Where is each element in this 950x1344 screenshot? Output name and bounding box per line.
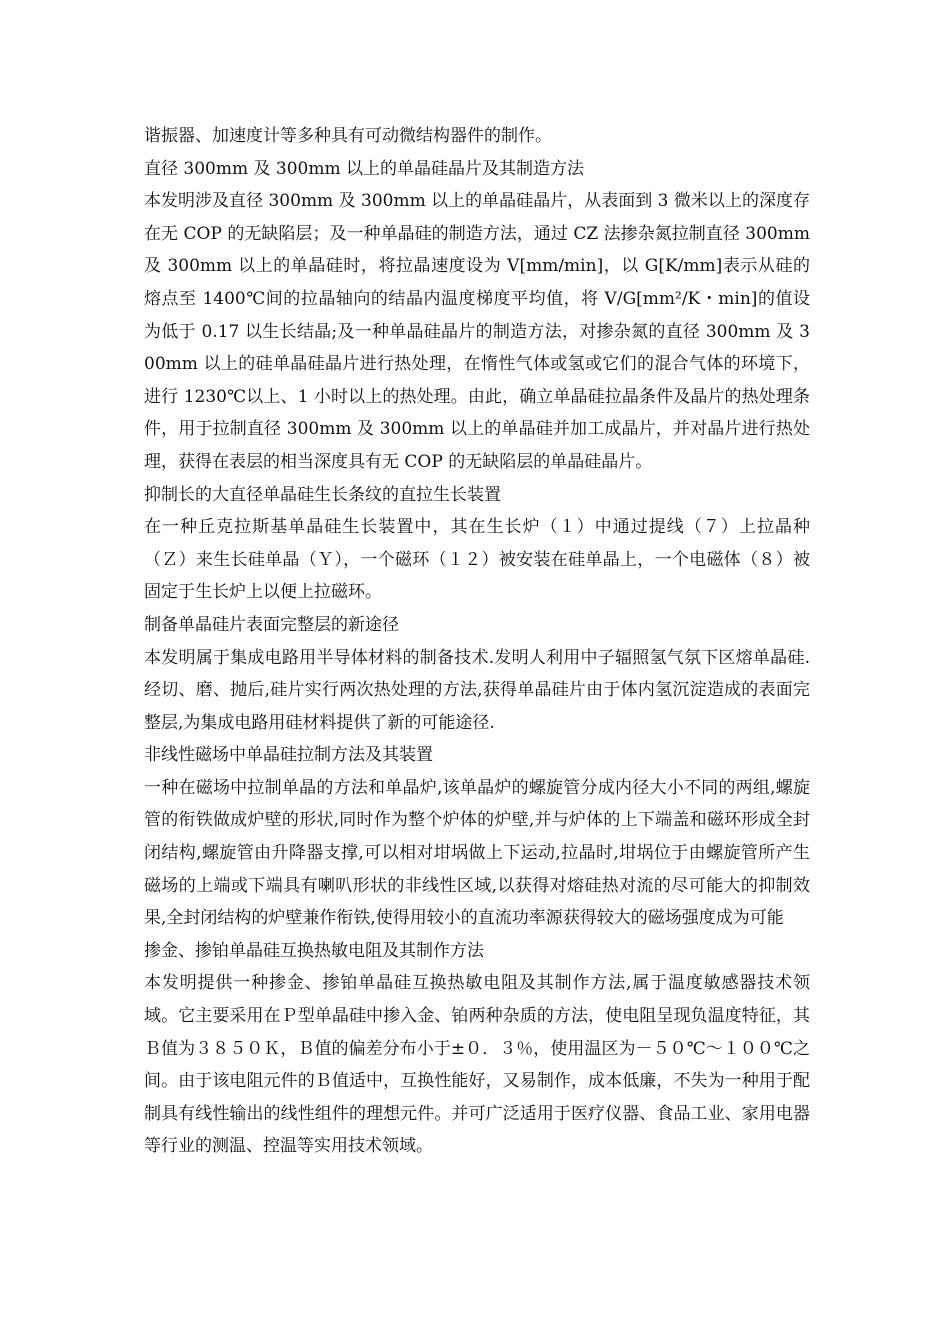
document-content: [144, 120, 810, 1163]
section-title-nonlinear-magnetic-field: 非线性磁场中单晶硅拉制方法及其装置: [144, 745, 433, 766]
section-body-czochralski-apparatus: 在一种丘克拉斯基单晶硅生长装置中，其在生长炉（１）中通过提线（７）上拉晶种（Ｚ）来生长硅单晶（Ｙ），一个磁环（１２）被安装在硅单晶上，一个电磁体（８）被固定于生长炉上以便上拉磁环。: [144, 517, 810, 603]
section-title-300mm-wafer: 直径 300mm 及 300mm 以上的单晶硅晶片及其制造方法: [144, 158, 584, 179]
section-title-thermistor: 掺金、掺铂单晶硅互换热敏电阻及其制作方法: [144, 940, 484, 961]
section-title-czochralski-apparatus: 抑制长的大直径单晶硅生长条纹的直拉生长装置: [144, 484, 501, 505]
intro-paragraph: 谐振器、加速度计等多种具有可动微结构器件的制作。: [144, 126, 552, 146]
section-body-surface-layer: 本发明属于集成电路用半导体材料的制备技术.发明人利用中子辐照氢气氛下区熔单晶硅.经切、磨、抛后,硅片实行两次热处理的方法,获得单晶硅片由于体内氢沉淀造成的表面完整层,为集成电路用硅材料提供了新的可能途径.: [144, 647, 810, 733]
section-title-surface-layer: 制备单晶硅片表面完整层的新途径: [144, 614, 399, 635]
section-body-nonlinear-magnetic-field: 一种在磁场中拉制单晶的方法和单晶炉,该单晶炉的螺旋管分成内径大小不同的两组,螺旋管的衔铁做成炉壁的形状,同时作为整个炉体的炉壁,并与炉体的上下端盖和磁环形成全封闭结构,螺旋管由升降器支撑,可以相对坩埚做上下运动,拉晶时,坩埚位于由螺旋管所产生磁场的上端或下端具有喇叭形状的非线性区域,以获得对熔硅热对流的尽可能大的抑制效果,全封闭结构的炉壁兼作衔铁,使得用较小的直流功率源获得较大的磁场强度成为可能: [144, 777, 810, 929]
section-body-300mm-wafer: 本发明涉及直径 300mm 及 300mm 以上的单晶硅晶片，从表面到 3 微米以上的深度存在无 COP 的无缺陷层；及一种单晶硅的制造方法，通过 CZ 法掺杂氮拉制直径 300mm 及 300mm 以上的单晶硅时，将拉晶速度设为 V[mm/min]，以 G[K/mm]表示从硅的熔点至 1400℃间的拉晶轴向的结晶内温度梯度平均值，将 V/G[mm²/K・min]的值设为低于 0.17 以生长结晶;及一种单晶硅晶片的制造方法，对掺杂氮的直径 300mm 及 300mm 以上的硅单晶硅晶片进行热处理，在惰性气体或氢或它们的混合气体的环境下，进行 1230℃以上、1 小时以上的热处理。由此，确立单晶硅拉晶条件及晶片的热处理条件，用于拉制直径 300mm 及 300mm 以上的单晶硅并加工成晶片，并对晶片进行热处理，获得在表层的相当深度具有无 COP 的无缺陷层的单晶硅晶片。: [144, 191, 810, 472]
section-body-thermistor: 本发明提供一种掺金、掺铂单晶硅互换热敏电阻及其制作方法,属于温度敏感器技术领域。它主要采用在Ｐ型单晶硅中掺入金、铂两种杂质的方法，使电阻呈现负温度特征，其Ｂ值为３８５０Ｋ，Ｂ值的偏差分布小于±０．３％，使用温区为－５０℃～１００℃之间。由于该电阻元件的Ｂ值适中，互换性能好，又易制作，成本低廉，不失为一种用于配制具有线性输出的线性组件的理想元件。并可广泛适用于医疗仪器、食品工业、家用电器等行业的测温、控温等实用技术领域。: [144, 973, 810, 1157]
